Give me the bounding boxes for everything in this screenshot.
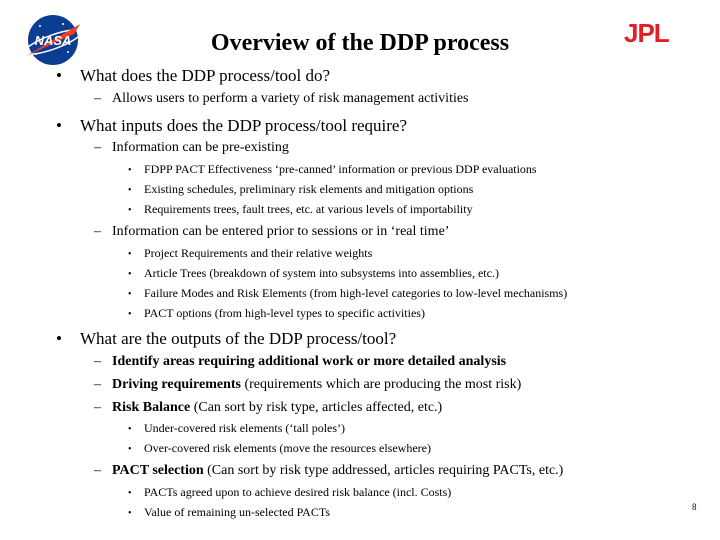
output-4 — [94, 463, 563, 479]
bullet-glyph: • — [56, 66, 62, 85]
list-item — [128, 266, 499, 281]
svg-text:NASA: NASA — [34, 33, 72, 48]
dot-glyph: • — [128, 424, 132, 435]
input-group-a-text: Information can be pre-existing — [112, 140, 289, 155]
question-2 — [56, 116, 407, 136]
output-1-text: Identify areas requiring additional work or more detailed analysis — [112, 354, 507, 369]
answer-1 — [94, 91, 469, 107]
list-item-text: Value of remaining un-selected PACTs — [144, 505, 331, 519]
dot-glyph: • — [128, 508, 132, 519]
slide-title: Overview of the DDP process — [210, 30, 510, 56]
dash-glyph: – — [94, 400, 101, 415]
question-3 — [56, 329, 396, 349]
dash-glyph: – — [94, 463, 101, 478]
output-3-rest: (Can sort by risk type, articles affected, etc.) — [190, 400, 443, 415]
input-group-b — [94, 224, 449, 240]
list-item — [128, 306, 425, 321]
dot-glyph: • — [128, 488, 132, 499]
output-2 — [94, 377, 521, 393]
list-item-text: PACTs agreed upon to achieve desired risk balance (incl. Costs) — [144, 485, 452, 499]
dot-glyph: • — [128, 205, 132, 216]
dash-glyph: – — [94, 377, 101, 392]
list-item-text: Project Requirements and their relative weights — [144, 246, 373, 260]
bullet-glyph: • — [56, 116, 62, 135]
list-item-text: Existing schedules, preliminary risk elements and mitigation options — [144, 182, 474, 196]
list-item — [128, 485, 451, 500]
dot-glyph: • — [128, 249, 132, 260]
dot-glyph: • — [128, 289, 132, 300]
output-2-bold: Driving requirements — [112, 377, 241, 392]
list-item — [128, 202, 473, 217]
list-item-text: Under-covered risk elements (‘tall poles’) — [144, 421, 346, 435]
svg-text:JPL: JPL — [624, 20, 669, 44]
output-2-rest: (requirements which are producing the most risk) — [240, 377, 522, 392]
answer-1-text: Allows users to perform a variety of risk management activities — [112, 91, 469, 106]
output-4-rest: (Can sort by risk type addressed, articles requiring PACTs, etc.) — [203, 463, 564, 478]
list-item — [128, 505, 330, 520]
question-1 — [56, 66, 330, 86]
input-group-a — [94, 140, 289, 156]
dash-glyph: – — [94, 224, 101, 239]
dash-glyph: – — [94, 354, 101, 369]
question-3-text: What are the outputs of the DDP process/tool? — [80, 329, 397, 348]
dash-glyph: – — [94, 140, 101, 155]
dash-glyph: – — [94, 91, 101, 106]
output-4-bold: PACT selection — [112, 463, 204, 478]
list-item-text: FDPP PACT Effectiveness ‘pre-canned’ information or previous DDP evaluations — [144, 162, 537, 176]
dot-glyph: • — [128, 185, 132, 196]
list-item — [128, 441, 431, 456]
output-3-bold: Risk Balance — [112, 400, 191, 415]
output-3 — [94, 400, 442, 416]
list-item-text: Failure Modes and Risk Elements (from high-level categories to low-level mechanisms) — [144, 286, 568, 300]
input-group-b-text: Information can be entered prior to sessions or in ‘real time’ — [112, 224, 450, 239]
dot-glyph: • — [128, 309, 132, 320]
page-number: 8 — [692, 502, 697, 512]
list-item — [128, 286, 567, 301]
question-1-text: What does the DDP process/tool do? — [80, 66, 331, 85]
list-item-text: PACT options (from high-level types to specific activities) — [144, 306, 425, 320]
dot-glyph: • — [128, 269, 132, 280]
question-2-text: What inputs does the DDP process/tool require? — [80, 116, 408, 135]
list-item-text: Article Trees (breakdown of system into subsystems into assemblies, etc.) — [144, 266, 499, 280]
dot-glyph: • — [128, 444, 132, 455]
list-item-text: Over-covered risk elements (move the resources elsewhere) — [144, 441, 431, 455]
list-item-text: Requirements trees, fault trees, etc. at various levels of importability — [144, 202, 473, 216]
output-1 — [94, 354, 506, 370]
list-item — [128, 162, 537, 177]
list-item — [128, 421, 345, 436]
bullet-glyph: • — [56, 329, 62, 348]
list-item — [128, 246, 372, 261]
list-item — [128, 182, 473, 197]
dot-glyph: • — [128, 165, 132, 176]
